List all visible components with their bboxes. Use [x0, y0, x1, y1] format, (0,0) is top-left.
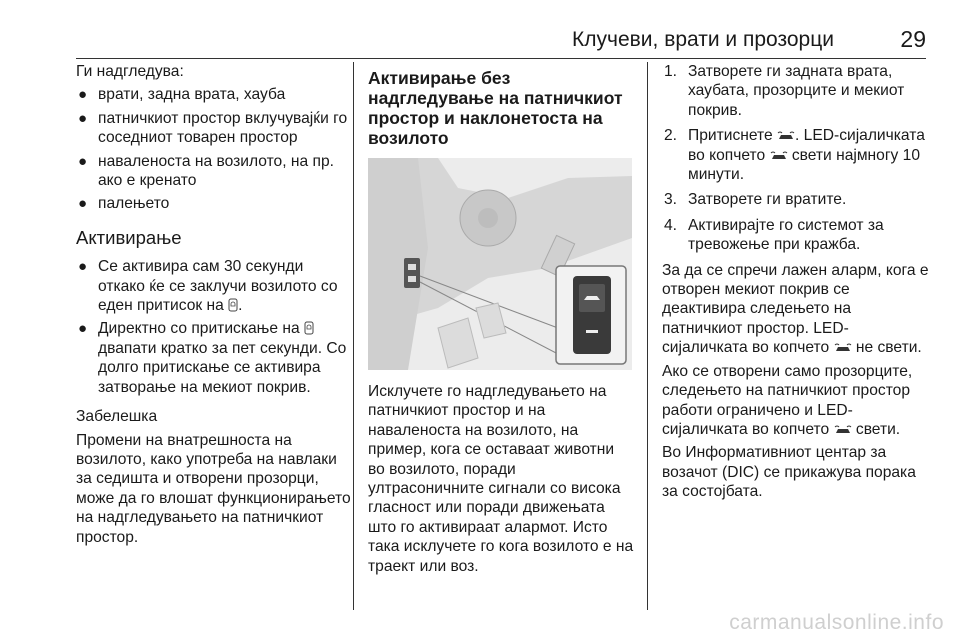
page-header — [76, 22, 926, 50]
list-item: 3. Затворете ги вратите. — [664, 191, 847, 209]
column-divider-2 — [647, 62, 648, 610]
watermark: carmanualsonline.info — [729, 611, 944, 634]
car-alarm-icon — [770, 150, 788, 162]
list-item: ● Директно со притискање на двапати кратко за пет секунди. Со долго притискање се активира затворање на мекиот покрив. — [78, 320, 347, 396]
bullet-icon: ● — [78, 152, 88, 170]
note-text: Промени на внатрешноста на возилото, како употреба на навлаки за седишта и отворени прозорци, може да го влошат функционирањето на надгледувањето на патничкиот простор. — [76, 431, 351, 546]
list-item: 4. Активирајте го системот за тревожење при кражба. — [664, 216, 884, 254]
list-item: ● наваленоста на возилото, на пр. ако е кренато — [78, 152, 334, 190]
bullet-icon: ● — [78, 109, 88, 127]
column-1 — [76, 62, 352, 551]
header-divider — [76, 58, 926, 59]
list-item: ● Се активира сам 30 секунди откако ќе се заклучи возилото со еден притисок на . — [78, 258, 338, 315]
lock-key-icon — [304, 321, 314, 335]
list-item: ● палењето — [78, 195, 170, 213]
list-item: 2. Притиснете . LED-сијаличката во копчето свети најмногу 10 минути. — [664, 127, 925, 184]
page-number: 29 — [900, 26, 926, 52]
paragraph: Во Информативниот центар за возачот (DIC) се прикажува порака за состојбата. — [662, 444, 916, 501]
bullet-icon: ● — [78, 320, 88, 338]
paragraph: За да се спречи лажен аларм, кога е отворен мекиот покрив се деактивира следењето на патничкиот простор. LED-сијаличката во копчето не свети. — [662, 261, 929, 357]
activation-heading: Активирање — [76, 226, 182, 248]
column-2 — [368, 62, 634, 580]
interior-illustration — [368, 158, 632, 370]
body-text: Исклучете го надгледувањето на патничкиот простор и на наваленоста на возилото, на пример, кога се оставаат животни во возилото, поради ултрасоничните сигнали со висока гласност или поради движењата што го активираат алармот. Исто така исклучете го кога возилото е на траект или воз. — [368, 383, 634, 575]
section-heading: Активирање без надгледување на патничкиот простор и наклонетоста на возилото — [368, 68, 623, 148]
note-heading: Забелешка — [76, 408, 158, 426]
page-title: Клучеви, врати и прозорци — [572, 28, 834, 51]
car-alarm-icon — [834, 342, 852, 354]
intro-text: Ги надгледува: — [76, 63, 184, 80]
list-item: ● врати, задна врата, хауба — [78, 86, 286, 104]
dashboard-button-illustration — [368, 158, 632, 370]
bullet-icon: ● — [78, 86, 88, 104]
paragraph: Ако се отворени само прозорците, следењето на патничкиот простор работи ограничено и LED-сијаличката во копчето свети. — [662, 362, 913, 438]
list-item: ● патничкиот простор вклучувајќи го соседниот товарен простор — [78, 109, 348, 147]
column-3 — [662, 62, 932, 506]
bullet-icon: ● — [78, 258, 88, 276]
lock-key-icon — [228, 298, 238, 312]
column-divider-1 — [353, 62, 354, 610]
car-alarm-icon — [777, 130, 795, 142]
list-item: 1. Затворете ги задната врата, хаубата, прозорците и мекиот покрив. — [664, 63, 905, 119]
bullet-icon: ● — [78, 195, 88, 213]
car-alarm-icon — [834, 424, 852, 436]
